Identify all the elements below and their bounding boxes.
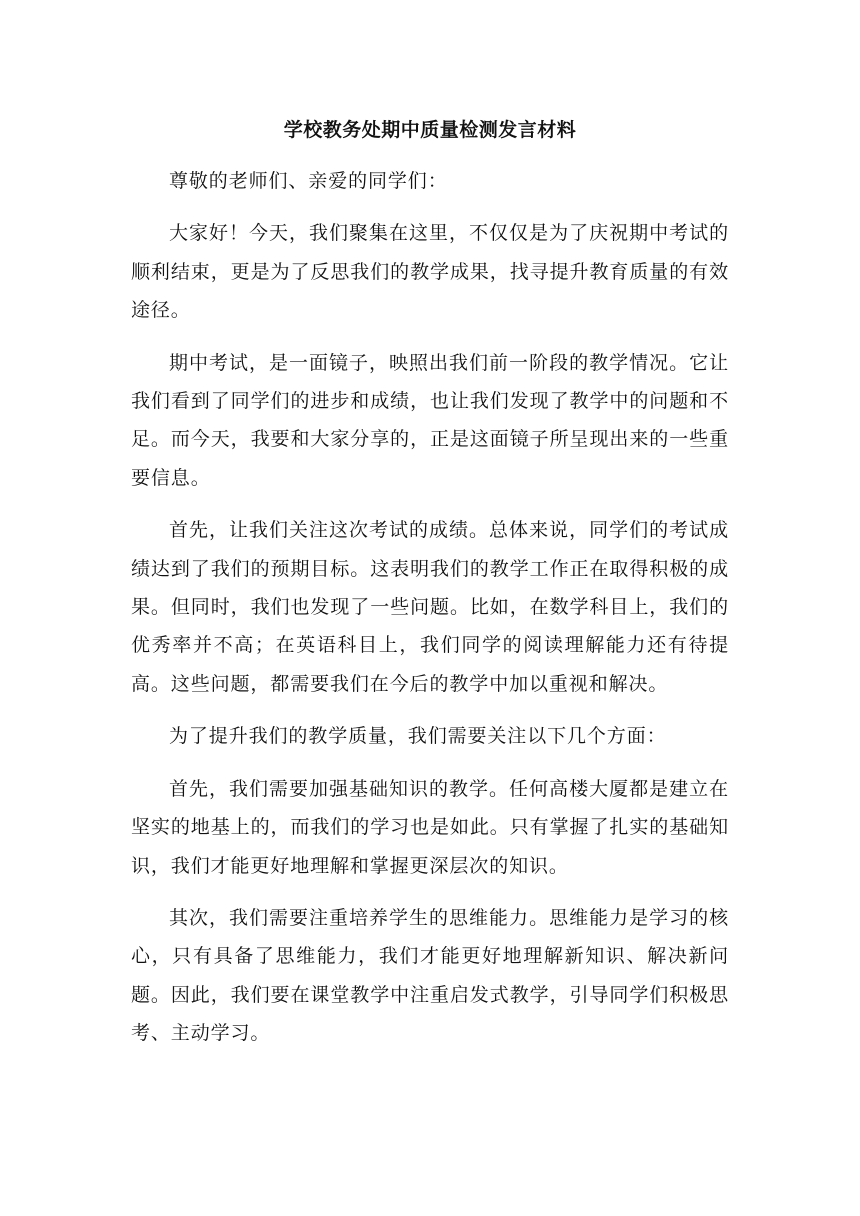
paragraph-mirror: 期中考试，是一面镜子，映照出我们前一阶段的教学情况。它让我们看到了同学们的进步和成绩，也让我们发现了教学中的问题和不足。而今天，我要和大家分享的，正是这面镜子所呈现出来的一些重要信息。: [131, 351, 729, 489]
paragraph-intro: 大家好！今天，我们聚集在这里，不仅仅是为了庆祝期中考试的顺利结束，更是为了反思我们的教学成果，找寻提升教育质量的有效途径。: [131, 222, 729, 322]
paragraph-basics: 首先，我们需要加强基础知识的教学。任何高楼大厦都是建立在坚实的地基上的，而我们的学习也是如此。只有掌握了扎实的基础知识，我们才能更好地理解和掌握更深层次的知识。: [131, 777, 729, 877]
document-title: 学校教务处期中质量检测发言材料: [283, 119, 577, 141]
paragraph-greeting: 尊敬的老师们、亲爱的同学们：: [169, 170, 448, 192]
paragraph-results: 首先，让我们关注这次考试的成绩。总体来说，同学们的考试成绩达到了我们的预期目标。这表明我们的教学工作正在取得积极的成果。但同时，我们也发现了一些问题。比如，在数学科目上，我们的优秀率并不高；在英语科目上，我们同学的阅读理解能力还有待提高。这些问题，都需要我们在今后的教学中加以重视和解决。: [131, 519, 729, 695]
paragraph-aspects-intro: 为了提升我们的教学质量，我们需要关注以下几个方面：: [169, 725, 667, 748]
paragraph-thinking: 其次，我们需要注重培养学生的思维能力。思维能力是学习的核心，只有具备了思维能力，我们才能更好地理解新知识、解决新问题。因此，我们要在课堂教学中注重启发式教学，引导同学们积极思考、主动学习。: [131, 906, 729, 1045]
